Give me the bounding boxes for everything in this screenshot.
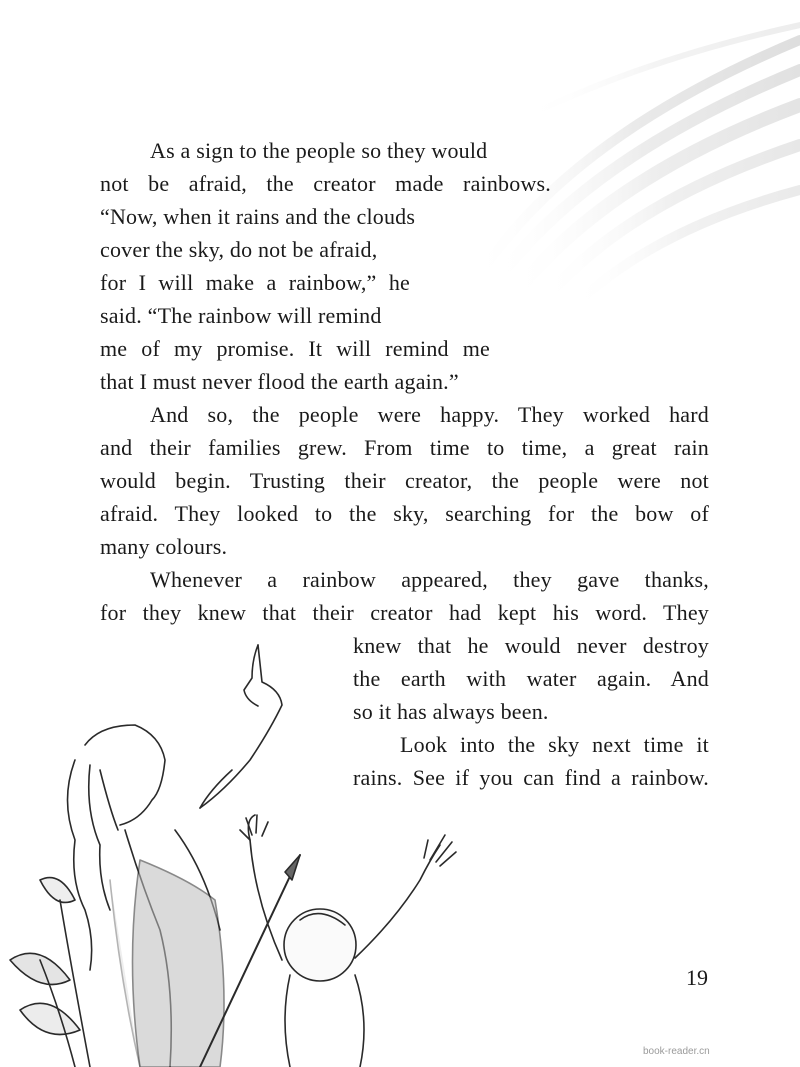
text-line: and their families grew. From time to time, a great rain — [100, 435, 709, 460]
text-line: that I must never flood the earth again.” — [100, 369, 459, 394]
text-line: rains. See if you can find a rainbow. — [353, 765, 709, 790]
text-line: not be afraid, the creator made rainbows. — [100, 171, 551, 196]
text-line: said. “The rainbow will remind — [100, 303, 382, 328]
text-line: me of my promise. It will remind me — [100, 336, 490, 361]
text-line: for they knew that their creator had kept his word. They — [100, 600, 709, 625]
text-line: afraid. They looked to the sky, searching for the bow of — [100, 501, 709, 526]
watermark: book-reader.cn — [643, 1046, 710, 1057]
text-line: Whenever a rainbow appeared, they gave thanks, — [150, 567, 709, 592]
text-line: cover the sky, do not be afraid, — [100, 237, 378, 262]
text-line: Look into the sky next time it — [400, 732, 709, 757]
text-line: for I will make a rainbow,” he — [100, 270, 410, 295]
text-line: many colours. — [100, 534, 228, 559]
text-line: “Now, when it rains and the clouds — [100, 204, 416, 229]
text-line: knew that he would never destroy — [353, 633, 709, 658]
text-line: the earth with water again. And — [353, 666, 709, 691]
text-line: so it has always been. — [353, 699, 549, 724]
page-number: 19 — [686, 965, 708, 990]
text-line: And so, the people were happy. They worked hard — [150, 402, 709, 427]
text-line: As a sign to the people so they would — [150, 138, 488, 163]
text-line: would begin. Trusting their creator, the people were not — [100, 468, 709, 493]
